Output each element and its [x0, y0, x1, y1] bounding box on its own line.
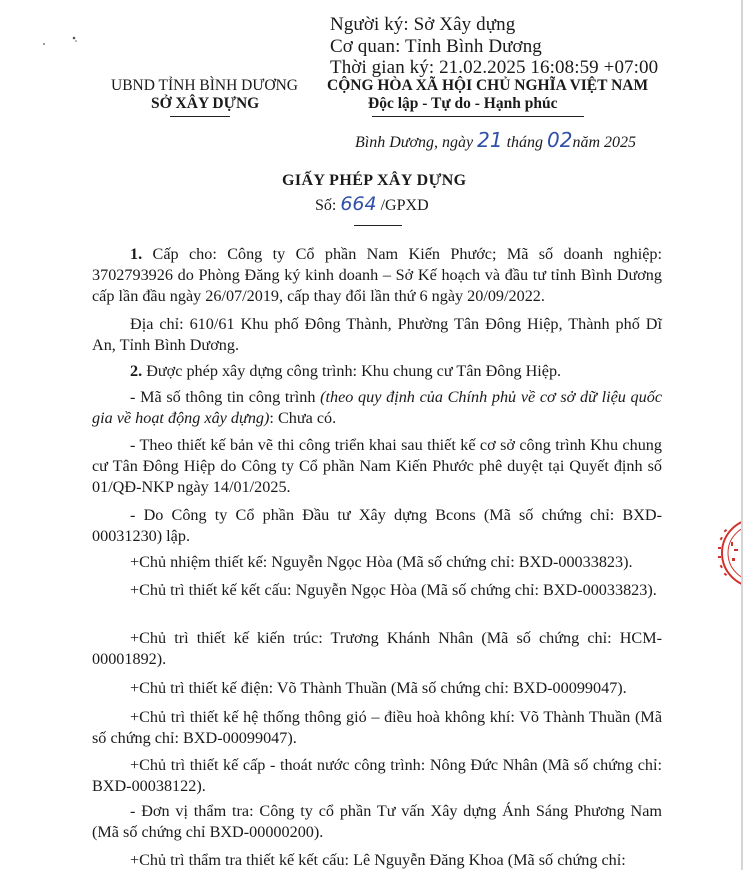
paragraph-hvac-lead: +Chủ trì thiết kế hệ thống thông gió – điều hoà không khí: Võ Thành Thuần (Mã số chứng chỉ: BXD-00099047).	[92, 708, 662, 747]
paragraph-address: Địa chỉ: 610/61 Khu phố Đông Thành, Phường Tân Đông Hiệp, Thành phố Dĩ An, Tỉnh Bình Dương.	[92, 315, 662, 354]
motto-underline	[372, 116, 584, 117]
official-seal-fragment	[712, 516, 743, 590]
date-line	[355, 128, 636, 152]
paragraph-text-end: : Chưa có.	[269, 409, 337, 427]
national-title: CỘNG HÒA XÃ HỘI CHỦ NGHĨA VIỆT NAM	[327, 77, 649, 94]
document-title: GIẤY PHÉP XÂY DỰNG	[282, 172, 467, 189]
paragraph-electrical-lead: +Chủ trì thiết kế điện: Võ Thành Thuần (Mã số chứng chỉ: BXD-00099047).	[130, 679, 627, 697]
date-day: 21	[477, 128, 503, 152]
date-prefix: Bình Dương, ngày	[355, 134, 474, 151]
org-province: UBND TỈNH BÌNH DƯƠNG	[111, 77, 298, 94]
paragraph-text: Cấp cho: Công ty Cổ phần Nam Kiến Phước; Mã số doanh nghiệp: 3702793926 do Phòng Đăng ký kinh doanh – Sở Kế hoạch và đầu tư tỉnh Bình Dương cấp lần đầu ngày 26/07/2019, cấp thay đổi lần thứ 6 ngày 20/09/2022.	[92, 245, 663, 305]
paragraph-project-code	[92, 387, 662, 429]
paragraph-review-structural: +Chủ trì thẩm tra thiết kế kết cấu: Lê Nguyễn Đăng Khoa (Mã số chứng chỉ:	[130, 851, 626, 869]
signature-time: Thời gian ký: 21.02.2025 16:08:59 +07:00	[330, 57, 659, 78]
paragraph-designer: - Do Công ty Cổ phần Đầu tư Xây dựng Bcons (Mã số chứng chỉ: BXD-00031230) lập.	[92, 506, 662, 545]
number-label: Số:	[315, 197, 337, 214]
scan-specks	[40, 34, 80, 50]
paragraph-plumbing-lead: +Chủ trì thiết kế cấp - thoát nước công trình: Nông Đức Nhân (Mã số chứng chỉ: BXD-00038122).	[92, 756, 662, 795]
paragraph-reviewer: - Đơn vị thẩm tra: Công ty cổ phần Tư vấn Xây dựng Ánh Sáng Phương Nam (Mã số chứng chỉ BXD-00000200).	[92, 802, 662, 841]
paragraph-architecture-lead: +Chủ trì thiết kế kiến trúc: Trương Khánh Nhân (Mã số chứng chỉ: HCM-00001892).	[92, 629, 662, 668]
signature-agency: Cơ quan: Tỉnh Bình Dương	[330, 36, 542, 57]
national-motto: Độc lập - Tự do - Hạnh phúc	[368, 95, 558, 112]
date-year: năm 2025	[572, 134, 637, 151]
title-underline	[354, 225, 402, 226]
date-month-word: tháng	[506, 134, 544, 151]
signature-signer: Người ký: Sở Xây dựng	[330, 14, 516, 35]
date-month: 02	[547, 128, 573, 152]
paragraph-number: 1.	[130, 245, 143, 263]
org-underline	[170, 116, 230, 117]
paragraph-number: 2.	[130, 362, 143, 380]
paragraph-structural-lead: +Chủ trì thiết kế kết cấu: Nguyễn Ngọc Hòa (Mã số chứng chỉ: BXD-00033823).	[130, 581, 657, 599]
number-value: 664	[340, 193, 377, 215]
paragraph-text: Được phép xây dựng công trình: Khu chung cư Tân Đông Hiệp.	[146, 362, 562, 380]
paragraph-chief-designer: +Chủ nhiệm thiết kế: Nguyễn Ngọc Hòa (Mã số chứng chỉ: BXD-00033823).	[130, 553, 633, 571]
number-suffix: /GPXD	[380, 197, 429, 214]
paragraph-design-basis: - Theo thiết kế bản vẽ thi công triển khai sau thiết kế cơ sở công trình Khu chung cư Tân Đông Hiệp do Công ty Cổ phần Nam Kiến Phước phê duyệt tại Quyết định số 01/QĐ-NKP ngày 14/01/2025.	[92, 436, 662, 496]
document-number	[315, 193, 429, 215]
paragraph-issued-to	[92, 244, 662, 307]
paragraph-italic: (theo quy định của Chính phủ về cơ sở dữ liệu quốc gia về hoạt động xây dựng)	[92, 388, 663, 427]
paragraph-permit	[92, 361, 662, 382]
org-department: SỞ XÂY DỰNG	[151, 95, 260, 112]
paragraph-text: - Mã số thông tin công trình	[130, 388, 316, 406]
